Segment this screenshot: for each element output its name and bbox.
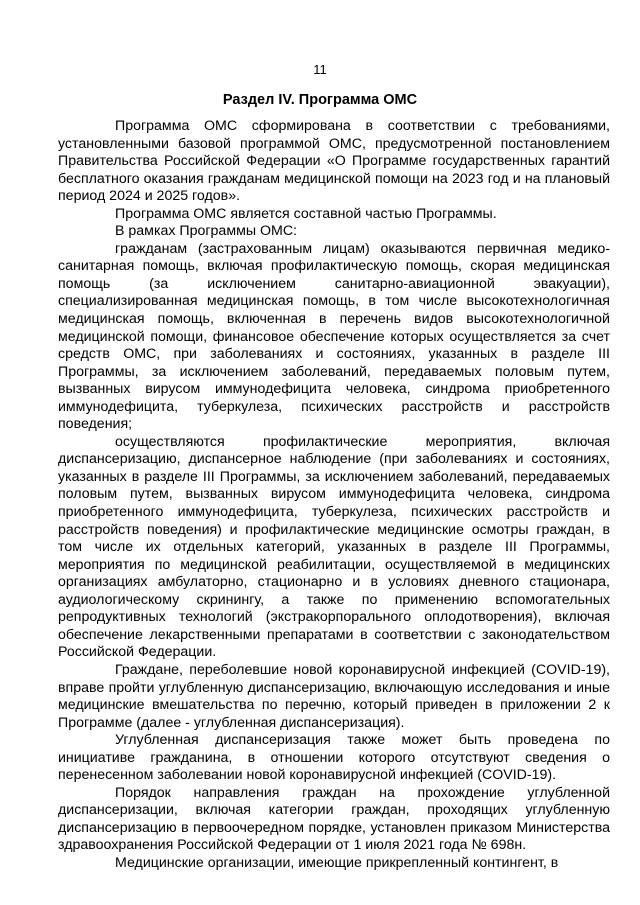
paragraph-citizens-care: гражданам (застрахованным лицам) оказываются первичная медико-санитарная помощь, включая профилактическую помощь, скорая медицинская помощь (за исключением санитарно-авиационной эвакуации), специализированная медицинская помощь, в том числе высокотехнологичная медицинская помощь, включенная в перечень видов высокотехнологичной медицинской помощи, финансовое обеспечение которых осуществляется за счет средств ОМС, при заболеваниях и состояниях, указанных в разделе III Программы, за исключением заболеваний, передаваемых половым путем, вызванных вирусом иммунодефицита человека, синдрома приобретенного иммунодефицита, туберкулеза, психических расстройств и расстройств поведения; [58, 240, 610, 433]
paragraph-program-part: Программа ОМС является составной частью Программы. [115, 205, 497, 222]
page-number: 11 [313, 62, 327, 77]
paragraph-initiative-dispensarization: Углубленная диспансеризация также может быть проведена по инициативе гражданина, в отношении которого отсутствуют сведения о перенесенном заболевании новой коронавирусной инфекцией (COVID-19). [58, 732, 610, 784]
document-body [58, 118, 610, 873]
paragraph-covid-dispensarization: Граждане, переболевшие новой коронавирусной инфекцией (COVID-19), вправе пройти углубленную диспансеризацию, включающую исследования и иные медицинские вмешательства по перечню, который приведен в приложении 2 к Программе (далее - углубленная диспансеризация). [58, 661, 610, 731]
paragraph-medical-organizations: Медицинские организации, имеющие прикрепленный контингент, в [115, 854, 559, 871]
paragraph-referral-procedure: Порядок направления граждан на прохождение углубленной диспансеризации, включая категории граждан, проходящих углубленную диспансеризацию в первоочередном порядке, установлен приказом Министерства здравоохранения Российской Федерации от 1 июля 2021 года № 698н. [58, 784, 610, 854]
paragraph-program-scope-intro: В рамках Программы ОМС: [115, 223, 298, 240]
paragraph-program-formation: Программа ОМС сформирована в соответствии с требованиями, установленными базовой программой ОМС, предусмотренной постановлением Правительства Российской Федерации «О Программе государственных гарантий бесплатного оказания гражданам медицинской помощи на 2023 год и на плановый период 2024 и 2025 годов». [58, 118, 610, 205]
paragraph-preventive-measures: осуществляются профилактические мероприятия, включая диспансеризацию, диспансерное наблюдение (при заболеваниях и состояниях, указанных в разделе III Программы, за исключением заболеваний, передаваемых половым путем, вызванных вирусом иммунодефицита человека, синдрома приобретенного иммунодефицита, туберкулеза, психических расстройств и расстройств поведения) и профилактические медицинские осмотры граждан, в том числе их отдельных категорий, указанных в разделе III Программы, мероприятия по медицинской реабилитации, осуществляемой в медицинских организациях амбулаторно, стационарно и в условиях дневного стационара, аудиологическому скринингу, а также по применению вспомогательных репродуктивных технологий (экстракорпорального оплодотворения), включая обеспечение лекарственными препаратами в соответствии с законодательством Российской Федерации. [58, 433, 610, 661]
section-title: Раздел IV. Программа ОМС [222, 92, 418, 108]
